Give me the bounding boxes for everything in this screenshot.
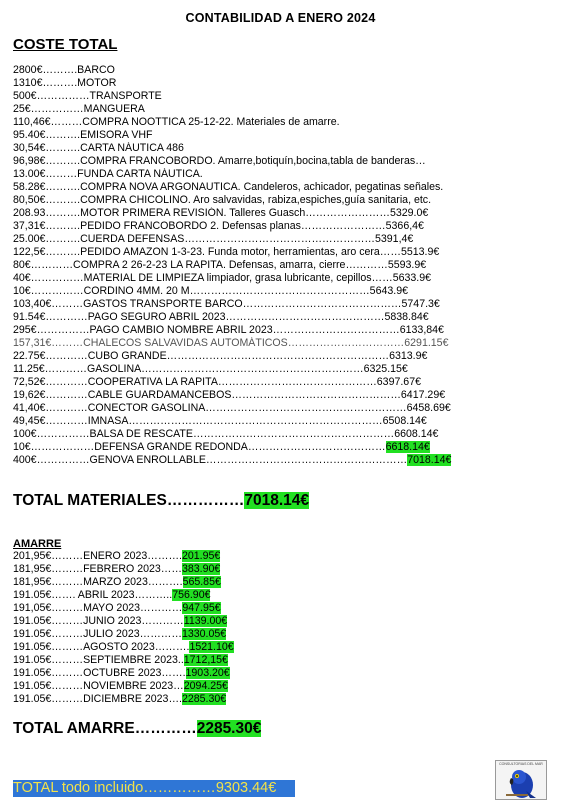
cost-line: [13, 259, 553, 272]
cost-line: [13, 90, 553, 103]
cost-line-text: 95.40€……….EMISORA VHF: [13, 129, 153, 141]
cost-line: [13, 311, 553, 324]
cost-line: [13, 142, 553, 155]
cost-line: [13, 129, 553, 142]
amarre-line-total: 2094.25€: [183, 680, 228, 692]
amarre-line-text: 181,95€………FEBRERO 2023……: [13, 563, 182, 575]
cost-line: [13, 298, 553, 311]
cost-line-text: 91.54€…………PAGO SEGURO ABRIL 2023………………………………………5838.84€: [13, 311, 429, 323]
cost-line-text: 25€……………MANGUERA: [13, 103, 145, 115]
amarre-line-total: 383.90€: [181, 563, 221, 575]
cost-line-text: 2800€……….BARCO: [13, 64, 115, 76]
amarre-line-text: 181,95€………MARZO 2023……….: [13, 576, 183, 588]
amarre-line-total: 1330.05€: [181, 628, 227, 640]
cost-line: [13, 220, 553, 233]
amarre-line: [13, 589, 313, 602]
total-all-value: 9303.44€: [215, 780, 277, 796]
cost-line-text: 10€……………CORDINO 4MM. 20 M……………………………………………5643.9€: [13, 285, 408, 297]
cost-line: [13, 233, 553, 246]
amarre-lines-list: [13, 550, 313, 706]
amarre-line: [13, 550, 313, 563]
cost-line: [13, 103, 553, 116]
total-all-label: TOTAL todo incluido……………: [13, 780, 216, 796]
amarre-line: [13, 615, 313, 628]
cost-line-text: 122,5€……….PEDIDO AMAZON 1-3-23. Funda motor, herramientas, aro cera……5513.9€: [13, 246, 440, 258]
amarre-line-total: 1139.00€: [183, 615, 228, 627]
cost-line-text: 1310€……….MOTOR: [13, 77, 117, 89]
total-amarre-label: TOTAL AMARRE…………: [13, 720, 197, 737]
cost-line: [13, 402, 553, 415]
cost-line-text: 11.25€…………GASOLINA………………………………………………………6325.15€: [13, 363, 408, 375]
cost-line-text: 10€………………DEFENSA GRANDE REDONDA…………………………………: [13, 441, 386, 453]
cost-line: [13, 415, 553, 428]
amarre-line-total: 1903.20€: [185, 667, 230, 679]
cost-line-text: 208.93……….MOTOR PRIMERA REVISIÓN. Talleres Guasch……………………5329.0€: [13, 207, 429, 219]
cost-line-text: 400€……………GENOVA ENROLLABLE…………………………………………………: [13, 454, 408, 466]
amarre-line-text: 191.05€………SEPTIEMBRE 2023..: [13, 654, 184, 666]
cost-line-total: 7018.14€: [407, 454, 452, 466]
amarre-line: [13, 628, 313, 641]
cost-line-text: 13.00€………FUNDA CARTA NÁUTICA.: [13, 168, 203, 180]
cost-line: [13, 324, 553, 337]
amarre-line-text: 191.05€………JUNIO 2023…………: [13, 615, 184, 627]
amarre-line: [13, 641, 313, 654]
cost-line-text: 41,40€…………CONECTOR GASOLINA…………………………………………………6458.69€: [13, 402, 451, 414]
cost-line-text: 30,54€……….CARTA NÁUTICA 486: [13, 142, 184, 154]
cost-line: [13, 181, 553, 194]
amarre-line: [13, 654, 313, 667]
amarre-line-total: 1521.10€: [189, 641, 234, 653]
amarre-line-total: 947.95€: [182, 602, 221, 614]
document-title: CONTABILIDAD A ENERO 2024: [185, 11, 376, 25]
cost-line-text: 22.75€…………CUBO GRANDE………………………………………………………6313.9€: [13, 350, 428, 362]
cost-line: [13, 389, 553, 402]
cost-line-text: 58.28€……….COMPRA NOVA ARGONAUTICA. Candeleros, achicador, pegatinas señales.: [13, 181, 444, 193]
amarre-line-text: 191.05€………DICIEMBRE 2023….: [13, 693, 182, 705]
amarre-line: [13, 680, 313, 693]
cost-line: [13, 155, 553, 168]
logo-text: CONSULTORIAS DEL MAR: [499, 762, 543, 766]
cost-line: [13, 77, 553, 90]
total-materiales-value: 7018.14€: [244, 492, 310, 509]
cost-line: [13, 441, 553, 454]
cost-line: [13, 64, 553, 77]
cost-line: [13, 376, 553, 389]
cost-lines-list: [13, 64, 553, 467]
total-materiales-label: TOTAL MATERIALES……………: [13, 492, 245, 509]
cost-line-text: 40€……………MATERIAL DE LIMPIEZA limpiador, grasa lubricante, cepillos……5633.9€: [13, 272, 432, 284]
amarre-line: [13, 667, 313, 680]
cost-line-text: 80,50€……….COMPRA CHICOLINO. Aro salvavidas, rabiza,espiches,guía sanitaria, etc.: [13, 194, 432, 206]
cost-line: [13, 272, 553, 285]
cost-line: [13, 454, 553, 467]
amarre-line-total: 201.95€: [181, 550, 221, 562]
cost-line: [13, 207, 553, 220]
cost-line-text: 110,46€………COMPRA NOOTTICA 25-12-22. Materiales de amarre.: [13, 116, 340, 128]
cost-line: [13, 168, 553, 181]
cost-line: [13, 116, 553, 129]
cost-line: [13, 363, 553, 376]
cost-line-text: 25.00€……….CUERDA DEFENSAS………………………………………………5391,4€: [13, 233, 414, 245]
cost-line: [13, 350, 553, 363]
cost-line-text: 500€……………TRANSPORTE: [13, 90, 162, 102]
total-materiales: [13, 492, 309, 510]
cost-line-text: 103,40€………GASTOS TRANSPORTE BARCO………………………………………5747.3€: [13, 298, 440, 310]
amarre-line-text: 191.05€………JULIO 2023…………: [13, 628, 182, 640]
cost-line: [13, 194, 553, 207]
cost-line-total: 6618.14€: [385, 441, 430, 453]
amarre-line-total: 756.90€: [172, 589, 211, 601]
cost-line-text: 19,62€…………CABLE GUARDAMANCEBOS…………………………………………6417.29€: [13, 389, 446, 401]
section-title-coste-total: COSTE TOTAL: [13, 36, 118, 53]
total-amarre: [13, 720, 261, 738]
amarre-line-total: 565.85€: [182, 576, 221, 588]
cost-line-text: 157,31€………CHALECOS SALVAVIDAS AUTOMÁTICOS……………………………6291.15€: [13, 337, 449, 349]
cost-line-text: 37,31€……….PEDIDO FRANCOBORDO 2. Defensas planas……………………5366,4€: [13, 220, 424, 232]
cost-line-text: 100€……………BALSA DE RESCATE…………………………………………………6608.14€: [13, 428, 439, 440]
total-amarre-value: 2285.30€: [196, 720, 262, 737]
cost-line: [13, 285, 553, 298]
cost-line-text: 49,45€…………IMNASA………………………………………………………………6508.14€: [13, 415, 427, 427]
amarre-line-total: 1712,15€: [183, 654, 228, 666]
cost-line: [13, 337, 553, 350]
amarre-line: [13, 602, 313, 615]
cost-line: [13, 428, 553, 441]
amarre-line-text: 191.05€………OCTUBRE 2023…….: [13, 667, 186, 679]
amarre-line-text: 191.05€……. ABRIL 2023………..: [13, 589, 173, 601]
amarre-line: [13, 693, 313, 706]
amarre-line-text: 191,05€………MAYO 2023…………: [13, 602, 183, 614]
amarre-line-text: 191.05€………NOVIEMBRE 2023…: [13, 680, 184, 692]
amarre-line: [13, 576, 313, 589]
amarre-line-text: 191.05€………AGOSTO 2023……….: [13, 641, 190, 653]
amarre-title: AMARRE: [13, 538, 62, 550]
amarre-line-total: 2285.30€: [181, 693, 227, 705]
cost-line-text: 72,52€…………COOPERATIVA LA RAPITA………………………………………6397.67€: [13, 376, 421, 388]
parrot-logo-icon: [495, 760, 547, 800]
cost-line-text: 96,98€……….COMPRA FRANCOBORDO. Amarre,botiquín,bocina,tabla de banderas…: [13, 155, 426, 167]
amarre-line-text: 201,95€………ENERO 2023……….: [13, 550, 182, 562]
cost-line: [13, 246, 553, 259]
total-todo-incluido: [13, 780, 295, 797]
cost-line-text: 80€…………COMPRA 2 26-2-23 LA RAPITA. Defensas, amarra, cierre…………5593.9€: [13, 259, 427, 271]
cost-line-text: 295€……………PAGO CAMBIO NOMBRE ABRIL 2023………………………………6133,84€: [13, 324, 444, 336]
amarre-line: [13, 563, 313, 576]
